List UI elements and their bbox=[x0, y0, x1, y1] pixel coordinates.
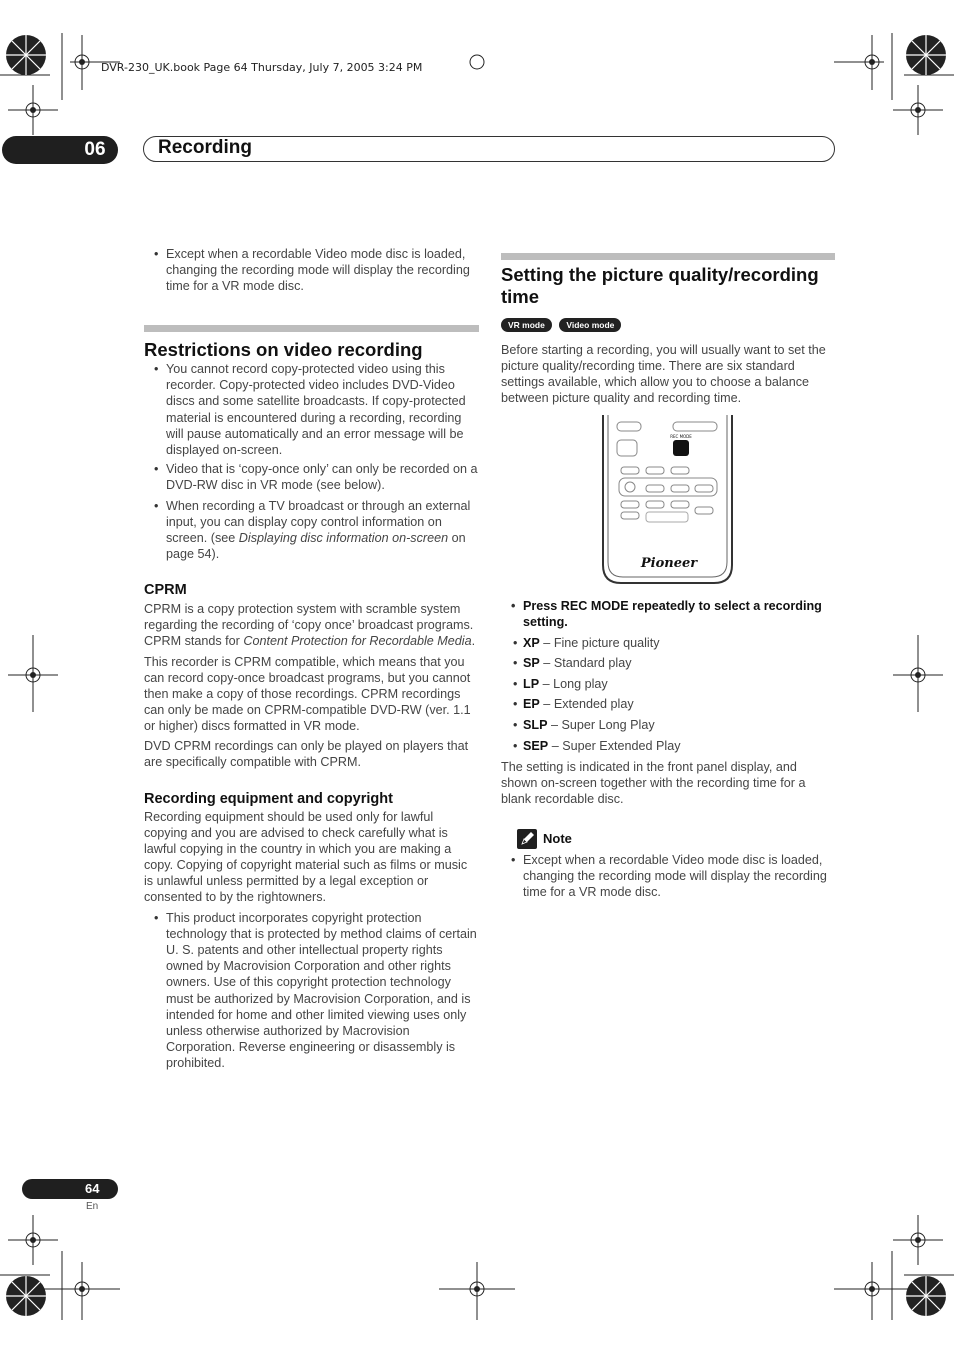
mode-code: SP bbox=[523, 656, 540, 671]
video-mode-tag: Video mode bbox=[559, 318, 621, 332]
mode-code: LP bbox=[523, 676, 540, 691]
language-code: En bbox=[86, 1201, 99, 1212]
chapter-number-badge bbox=[2, 136, 118, 164]
page-number-badge bbox=[22, 1179, 118, 1199]
left-column bbox=[144, 246, 479, 1071]
bullet3-page: on page 54). bbox=[166, 531, 466, 562]
vr-mode-tag: VR mode bbox=[501, 318, 552, 332]
mode-tags bbox=[501, 316, 835, 332]
mode-description: – Fine picture quality bbox=[539, 635, 660, 650]
recording-mode-item bbox=[501, 696, 835, 712]
bullet3-text: When recording a TV broadcast or through an external input, you can display copy control information on screen. (see bbox=[166, 499, 471, 546]
bullet3-reference: Displaying disc information on-screen bbox=[238, 531, 449, 546]
restrictions-bullet-3 bbox=[144, 498, 479, 562]
note-bullet: • Except when a recordable Video mode disc is loaded, changing the recording mode will display the recording time for a VR mode disc. bbox=[501, 852, 835, 900]
remote-control-illustration bbox=[601, 415, 734, 585]
mode-description: – Super Extended Play bbox=[548, 738, 681, 753]
rec-mode-label: REC MODE bbox=[670, 434, 692, 439]
recording-mode-item bbox=[501, 635, 835, 651]
rec-mode-button bbox=[673, 440, 689, 456]
page-number: 64 bbox=[85, 1181, 100, 1196]
mode-description: – Super Long Play bbox=[547, 718, 655, 733]
pioneer-logo: Pioneer bbox=[640, 556, 698, 571]
cprm-paragraph-2: This recorder is CPRM compatible, which means that you can record copy-once broadcast programs, but you cannot then make a copy of those recordings. CPRM recordings can only be made on CPRM-compatible DVD-RW (ver. 1.1 or higher) discs formatted in VR mode. bbox=[144, 654, 471, 734]
macrovision-bullet: • This product incorporates copyright protection technology that is protected by method claims of certain U. S. patents and other intellectual property rights owned by Macrovision Corporation and other rights owners. Use of this copyright protection technology must be authorized by Macrovision Corporation, and is intended for home and other limited viewing uses only unless otherwise authorized by Macrovision Corporation. Reverse engineering or disassembly is prohibited. bbox=[144, 910, 479, 1071]
restrictions-bullet-1: • You cannot record copy-protected video using this recorder. Copy-protected video includes DVD-Video discs and some satellite broadcasts. If copy-protected material is encountered during a recording, recording will pause automatically and an error message will be displayed on-screen. bbox=[144, 361, 479, 458]
copyright-paragraph: Recording equipment should be used only for lawful copying and you are advised to check carefully what is lawful copying in the country in which you are making a copy. Copying of copyright material such as films or music is unlawful unless permitted by a legal exception or consented to by the rightowners. bbox=[144, 809, 468, 904]
cprm-expansion: Content Protection for Recordable Media bbox=[243, 633, 472, 648]
print-header: DVR-230_UK.book Page 64 Thursday, July 7, 2005 3:24 PM bbox=[101, 61, 423, 74]
recording-mode-item bbox=[501, 717, 835, 733]
mode-code: EP bbox=[523, 697, 540, 712]
recording-mode-item bbox=[501, 738, 835, 754]
cprm-paragraph-1 bbox=[144, 601, 479, 649]
restrictions-heading: Restrictions on video recording bbox=[144, 339, 423, 361]
intro-bullet: • Except when a recordable Video mode disc is loaded, changing the recording mode will display the recording time for a VR mode disc. bbox=[144, 246, 479, 294]
mode-code: SEP bbox=[523, 738, 549, 753]
cprm-p1-text: CPRM is a copy protection system with scramble system regarding the recording of ‘copy once’ broadcast programs. CPRM stands for bbox=[144, 601, 474, 648]
mode-code: SLP bbox=[523, 718, 548, 733]
setting-indicated-text: The setting is indicated in the front panel display, and shown on-screen together with the recording time for a blank recordable disc. bbox=[501, 759, 806, 806]
mode-description: – Extended play bbox=[539, 697, 634, 712]
section-divider bbox=[501, 253, 835, 260]
cprm-p1-end: . bbox=[471, 633, 476, 648]
section-divider bbox=[144, 325, 479, 332]
recording-mode-item bbox=[501, 676, 835, 692]
note-pencil-icon bbox=[517, 829, 537, 849]
copyright-heading: Recording equipment and copyright bbox=[144, 791, 393, 808]
mode-description: – Standard play bbox=[539, 656, 632, 671]
chapter-number: 06 bbox=[84, 139, 106, 160]
right-column bbox=[501, 253, 835, 406]
note-box bbox=[501, 829, 835, 851]
cprm-heading: CPRM bbox=[144, 582, 187, 599]
cprm-paragraph-3: DVD CPRM recordings can only be played on players that are specifically compatible with CPRM. bbox=[144, 739, 469, 770]
restrictions-bullet-2: • Video that is ‘copy-once only’ can only be recorded on a DVD-RW disc in VR mode (see below). bbox=[144, 461, 479, 493]
note-label: Note bbox=[543, 831, 572, 847]
rec-mode-instructions bbox=[501, 598, 835, 900]
picture-quality-heading: Setting the picture quality/recording time bbox=[501, 264, 819, 307]
recording-modes-list bbox=[501, 635, 835, 754]
picture-quality-intro: Before starting a recording, you will usually want to set the picture quality/recording time. There are six standard settings available, which allow you to choose a balance between picture quality and recording time. bbox=[501, 343, 826, 406]
chapter-title: Recording bbox=[158, 137, 252, 158]
mode-code: XP bbox=[523, 635, 540, 650]
mode-description: – Long play bbox=[539, 676, 608, 691]
recording-mode-item bbox=[501, 655, 835, 671]
rec-mode-step: • Press REC MODE repeatedly to select a recording setting. bbox=[501, 598, 835, 630]
